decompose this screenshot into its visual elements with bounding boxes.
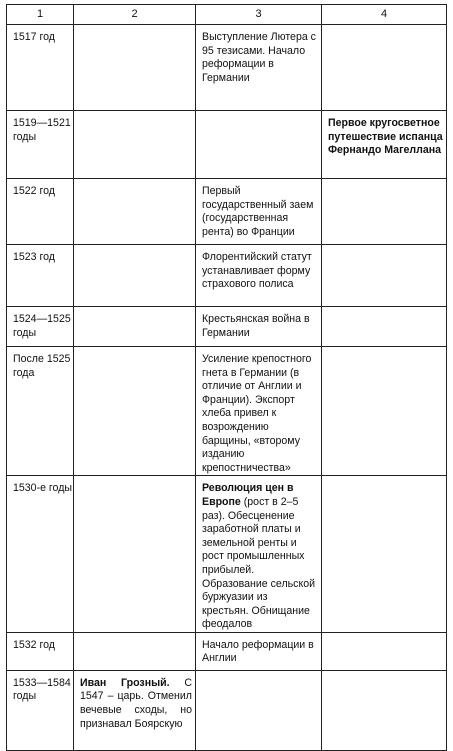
header-cell-2: 2 — [74, 5, 196, 25]
event-cell — [196, 25, 322, 111]
event-text: Флорентийский статут устанавливает форму страхового полиса — [202, 251, 312, 291]
person-cell — [74, 670, 196, 750]
person-bold-text: Иван Грозный. — [80, 676, 170, 689]
event-text: Выступление Лютера с 95 тезисами. Начало реформации в Германии — [202, 31, 316, 84]
year-cell: 1532 год — [7, 632, 74, 670]
person-cell — [74, 179, 196, 245]
table-row — [7, 307, 447, 347]
discovery-cell — [322, 307, 447, 347]
person-cell — [74, 245, 196, 307]
table-row — [7, 347, 447, 476]
event-cell — [196, 245, 322, 307]
event-cell — [196, 307, 322, 347]
discovery-cell — [322, 179, 447, 245]
table-row — [7, 25, 447, 111]
event-bold-text: Революция цен в Европе — [202, 482, 294, 508]
person-cell — [74, 476, 196, 633]
discovery-cell — [322, 670, 447, 750]
header-cell-1: 1 — [7, 5, 74, 25]
table-row — [7, 632, 447, 670]
discovery-cell — [322, 245, 447, 307]
table-row — [7, 476, 447, 633]
table-row — [7, 245, 447, 307]
event-text: Усиление крепостного гнета в Германии (в отличие от Англии и Франции). Экспорт хлеба привел к возрождению барщины, «второму изданию крепостничества» — [202, 353, 312, 474]
header-cell-4: 4 — [322, 5, 447, 25]
year-cell: 1530-е годы — [7, 476, 74, 633]
year-cell: 1519—1521 годы — [7, 111, 74, 179]
table-row — [7, 111, 447, 179]
event-cell — [196, 632, 322, 670]
year-cell: 1533—1584 годы — [7, 670, 74, 750]
event-text: (рост в 2–5 раз). Обесценение заработной платы и земельной ренты и рост промышленных прибылей. Образование сельской буржуазии из крестьян. Обнищание феодалов — [202, 495, 316, 631]
chronology-table — [6, 4, 447, 751]
event-cell — [196, 179, 322, 245]
event-text: Крестьянская война в Германии — [202, 313, 310, 339]
discovery-cell — [322, 25, 447, 111]
year-cell: 1522 год — [7, 179, 74, 245]
person-text: С 1547 – царь. Отменил вечевые сходы, но признавал Боярскую — [80, 676, 193, 730]
event-cell — [196, 670, 322, 750]
discovery-cell: Первое кругосветное путешествие испанца Фернандо Магеллана — [322, 111, 447, 179]
person-cell — [74, 632, 196, 670]
person-cell — [74, 111, 196, 179]
event-cell — [196, 476, 322, 633]
event-cell — [196, 111, 322, 179]
header-cell-3: 3 — [196, 5, 322, 25]
table-row — [7, 179, 447, 245]
year-cell: 1517 год — [7, 25, 74, 111]
person-cell — [74, 347, 196, 476]
event-text: Первый государственный заем (государственная рента) во Франции — [202, 185, 314, 238]
year-cell: 1523 год — [7, 245, 74, 307]
person-cell — [74, 307, 196, 347]
year-cell: После 1525 года — [7, 347, 74, 476]
event-text: Начало реформации в Англии — [202, 638, 314, 665]
discovery-cell — [322, 347, 447, 476]
header-row — [7, 5, 447, 25]
discovery-cell — [322, 632, 447, 670]
person-cell — [74, 25, 196, 111]
year-cell: 1524—1525 годы — [7, 307, 74, 347]
table-row — [7, 670, 447, 750]
event-cell — [196, 347, 322, 476]
discovery-cell — [322, 476, 447, 633]
